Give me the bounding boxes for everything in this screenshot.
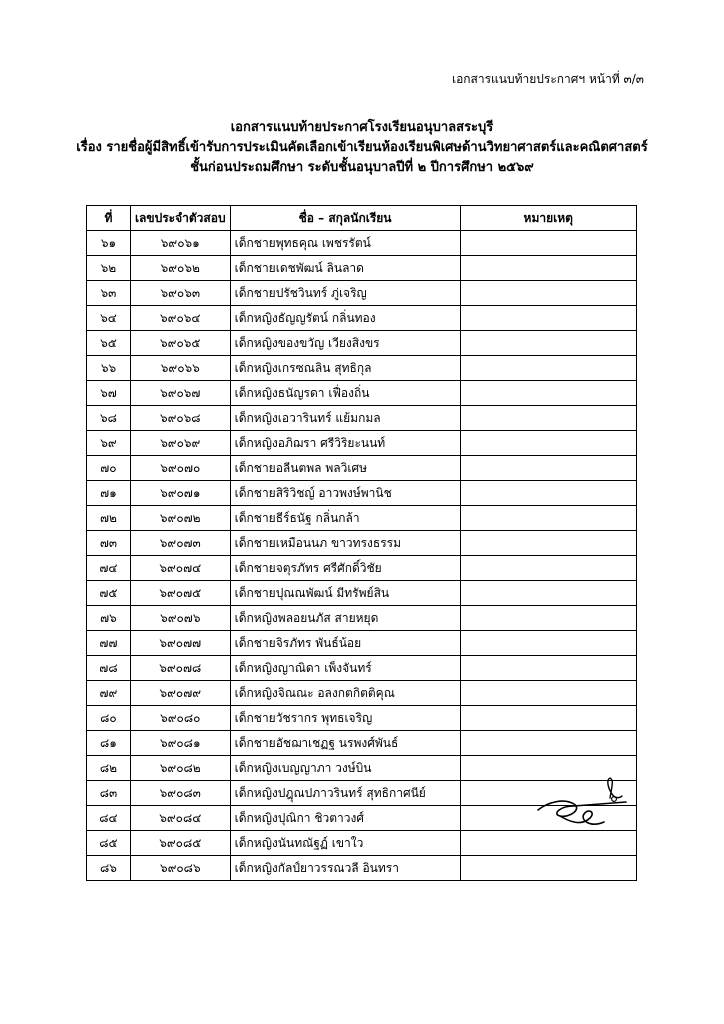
cell-student-name: เด็กชายธีร์ธนัฐ กลิ่นกล้า <box>230 506 460 531</box>
cell-student-name: เด็กหญิงอภิฌรา ศรีวิริยะนนท์ <box>230 431 460 456</box>
title-level-year: ชั้นก่อนประถมศึกษา ระดับชั้นอนุบาลปีที่ ๒ ปีการศึกษา ๒๕๖๙ <box>190 160 534 175</box>
cell-no: ๗๘ <box>87 656 131 681</box>
cell-no: ๗๙ <box>87 681 131 706</box>
table-row <box>87 531 637 556</box>
cell-remark <box>460 531 637 556</box>
cell-no: ๘๐ <box>87 706 131 731</box>
header-remark: หมายเหตุ <box>460 206 637 231</box>
cell-no: ๘๔ <box>87 806 131 831</box>
cell-exam-id: ๖๙๐๖๘ <box>130 406 230 431</box>
cell-exam-id: ๖๙๐๗๗ <box>130 631 230 656</box>
table-row <box>87 606 637 631</box>
cell-exam-id: ๖๙๐๘๔ <box>130 806 230 831</box>
cell-remark <box>460 356 637 381</box>
cell-remark <box>460 306 637 331</box>
table-row <box>87 631 637 656</box>
table-row <box>87 506 637 531</box>
cell-remark <box>460 381 637 406</box>
cell-student-name: เด็กชายจตุรภัทร ศรีศักดิ์วิชัย <box>230 556 460 581</box>
cell-student-name: เด็กหญิงเบญญาภา วงษ์บิน <box>230 756 460 781</box>
table-row <box>87 481 637 506</box>
cell-no: ๗๗ <box>87 631 131 656</box>
cell-no: ๗๓ <box>87 531 131 556</box>
cell-no: ๘๕ <box>87 831 131 856</box>
cell-no: ๗๖ <box>87 606 131 631</box>
table-row <box>87 706 637 731</box>
cell-no: ๖๔ <box>87 306 131 331</box>
cell-remark <box>460 856 637 881</box>
cell-exam-id: ๖๙๐๖๙ <box>130 431 230 456</box>
cell-no: ๘๑ <box>87 731 131 756</box>
cell-remark <box>460 406 637 431</box>
table-row <box>87 406 637 431</box>
table-row <box>87 556 637 581</box>
cell-exam-id: ๖๙๐๗๖ <box>130 606 230 631</box>
cell-no: ๖๒ <box>87 256 131 281</box>
header-exam-id: เลขประจำตัวสอบ <box>130 206 230 231</box>
cell-exam-id: ๖๙๐๗๓ <box>130 531 230 556</box>
table-row <box>87 231 637 256</box>
cell-exam-id: ๖๙๐๘๕ <box>130 831 230 856</box>
cell-exam-id: ๖๙๐๗๙ <box>130 681 230 706</box>
cell-student-name: เด็กหญิงญาณิดา เพ็งจันทร์ <box>230 656 460 681</box>
cell-student-name: เด็กหญิงของขวัญ เวียงสิงขร <box>230 331 460 356</box>
cell-student-name: เด็กชายปุณณพัฒน์ มีทรัพย์สิน <box>230 581 460 606</box>
table-row <box>87 681 637 706</box>
cell-student-name: เด็กชายจิรภัทร พันธ์น้อย <box>230 631 460 656</box>
cell-no: ๖๑ <box>87 231 131 256</box>
cell-exam-id: ๖๙๐๗๒ <box>130 506 230 531</box>
cell-exam-id: ๖๙๐๘๒ <box>130 756 230 781</box>
table-row <box>87 456 637 481</box>
cell-exam-id: ๖๙๐๗๔ <box>130 556 230 581</box>
cell-exam-id: ๖๙๐๖๕ <box>130 331 230 356</box>
header-no: ที่ <box>87 206 131 231</box>
cell-remark <box>460 556 637 581</box>
cell-student-name: เด็กชายวัชรากร พุทธเจริญ <box>230 706 460 731</box>
cell-remark <box>460 731 637 756</box>
cell-no: ๖๕ <box>87 331 131 356</box>
cell-no: ๗๐ <box>87 456 131 481</box>
document-title-block <box>0 118 724 178</box>
table-row <box>87 831 637 856</box>
cell-exam-id: ๖๙๐๘๑ <box>130 731 230 756</box>
cell-remark <box>460 831 637 856</box>
table-row <box>87 256 637 281</box>
cell-remark <box>460 431 637 456</box>
table-row <box>87 656 637 681</box>
cell-student-name: เด็กชายอัชฌาเชฏฐ นรพงศ์พันธ์ <box>230 731 460 756</box>
table-row <box>87 856 637 881</box>
cell-remark <box>460 331 637 356</box>
cell-remark <box>460 256 637 281</box>
cell-exam-id: ๖๙๐๗๕ <box>130 581 230 606</box>
cell-student-name: เด็กหญิงกัลป์ยาวรรณวลี อินทรา <box>230 856 460 881</box>
table-row <box>87 281 637 306</box>
cell-student-name: เด็กหญิงปฎุณปภาวรินทร์ สุทธิกาศนีย์ <box>230 781 460 806</box>
cell-student-name: เด็กหญิงธนัญรดา เฟื่องถิ่น <box>230 381 460 406</box>
cell-student-name: เด็กหญิงจิณณะ อลงกตกิตติคุณ <box>230 681 460 706</box>
cell-no: ๖๓ <box>87 281 131 306</box>
cell-remark <box>460 581 637 606</box>
cell-remark <box>460 706 637 731</box>
cell-no: ๘๖ <box>87 856 131 881</box>
cell-remark <box>460 231 637 256</box>
cell-exam-id: ๖๙๐๘๐ <box>130 706 230 731</box>
header-name: ชื่อ – สกุลนักเรียน <box>230 206 460 231</box>
cell-student-name: เด็กหญิงธัญญรัตน์ กลิ่นทอง <box>230 306 460 331</box>
cell-student-name: เด็กชายสิริวิชญ์ อาวพงษ์พานิช <box>230 481 460 506</box>
cell-student-name: เด็กหญิงพลอยนภัส สายหยุด <box>230 606 460 631</box>
cell-student-name: เด็กชายเดชพัฒน์ ลินลาด <box>230 256 460 281</box>
table-row <box>87 731 637 756</box>
cell-no: ๗๑ <box>87 481 131 506</box>
cell-exam-id: ๖๙๐๘๖ <box>130 856 230 881</box>
cell-student-name: เด็กชายปรัชวินทร์ ภู่เจริญ <box>230 281 460 306</box>
table-header-row <box>87 206 637 231</box>
table-row <box>87 581 637 606</box>
page-reference: เอกสารแนบท้ายประกาศฯ หน้าที่ ๓/๓ <box>451 72 644 86</box>
cell-exam-id: ๖๙๐๖๑ <box>130 231 230 256</box>
cell-student-name: เด็กชายพุทธคุณ เพชรรัตน์ <box>230 231 460 256</box>
cell-remark <box>460 506 637 531</box>
table-row <box>87 431 637 456</box>
cell-remark <box>460 481 637 506</box>
cell-no: ๘๓ <box>87 781 131 806</box>
cell-student-name: เด็กหญิงนันทณัฐฏ์ เขาใว <box>230 831 460 856</box>
cell-student-name: เด็กหญิงเอวารินทร์ แย้มกมล <box>230 406 460 431</box>
cell-remark <box>460 681 637 706</box>
cell-exam-id: ๖๙๐๗๑ <box>130 481 230 506</box>
cell-remark <box>460 456 637 481</box>
cell-exam-id: ๖๙๐๗๘ <box>130 656 230 681</box>
title-school-announcement: เอกสารแนบท้ายประกาศโรงเรียนอนุบาลสระบุรี <box>230 120 494 135</box>
cell-no: ๖๗ <box>87 381 131 406</box>
cell-no: ๗๔ <box>87 556 131 581</box>
cell-student-name: เด็กหญิงเกรซณลิน สุทธิกุล <box>230 356 460 381</box>
table-row <box>87 381 637 406</box>
cell-exam-id: ๖๙๐๘๓ <box>130 781 230 806</box>
cell-no: ๖๘ <box>87 406 131 431</box>
cell-exam-id: ๖๙๐๖๒ <box>130 256 230 281</box>
signature-image <box>530 772 640 832</box>
title-subject: เรื่อง รายชื่อผู้มีสิทธิ์เข้ารับการประเมินคัดเลือกเข้าเรียนห้องเรียนพิเศษด้านวิทยาศาสตร์และคณิตศาสตร์ <box>76 140 648 155</box>
cell-remark <box>460 606 637 631</box>
cell-student-name: เด็กชายเหมือนนภ ขาวทรงธรรม <box>230 531 460 556</box>
cell-no: ๗๒ <box>87 506 131 531</box>
cell-student-name: เด็กชายอลีนตพล พลวิเศษ <box>230 456 460 481</box>
cell-exam-id: ๖๙๐๖๖ <box>130 356 230 381</box>
cell-remark <box>460 281 637 306</box>
cell-remark <box>460 631 637 656</box>
cell-exam-id: ๖๙๐๖๔ <box>130 306 230 331</box>
table-row <box>87 356 637 381</box>
cell-student-name: เด็กหญิงปุณิกา ชิวตาวงศ์ <box>230 806 460 831</box>
cell-no: ๗๕ <box>87 581 131 606</box>
cell-no: ๘๒ <box>87 756 131 781</box>
cell-remark <box>460 656 637 681</box>
cell-exam-id: ๖๙๐๖๓ <box>130 281 230 306</box>
cell-no: ๖๖ <box>87 356 131 381</box>
table-row <box>87 331 637 356</box>
cell-exam-id: ๖๙๐๗๐ <box>130 456 230 481</box>
cell-exam-id: ๖๙๐๖๗ <box>130 381 230 406</box>
table-row <box>87 306 637 331</box>
cell-no: ๖๙ <box>87 431 131 456</box>
